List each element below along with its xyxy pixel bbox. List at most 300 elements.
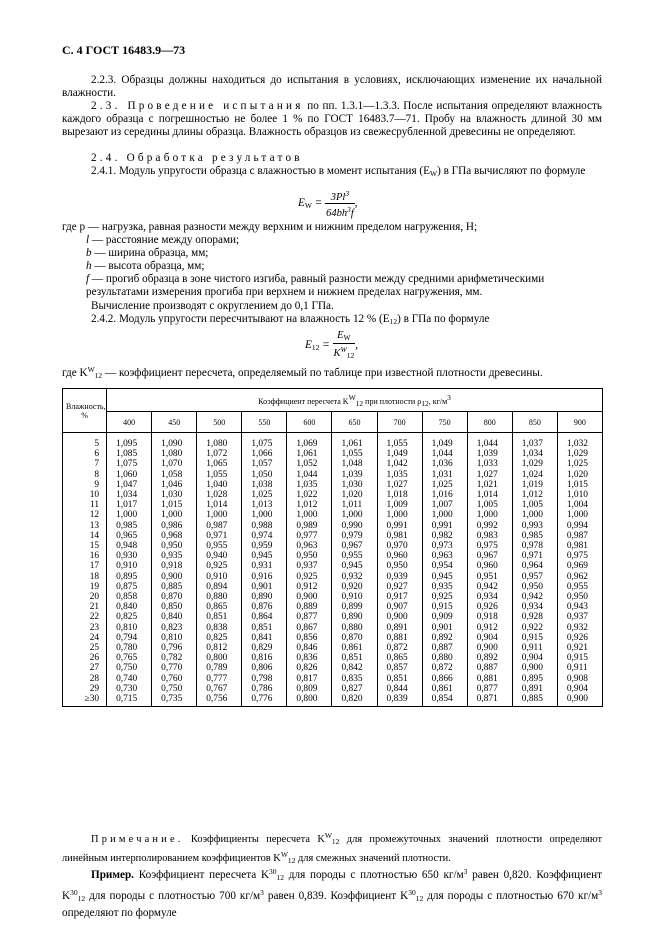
coefficient-cell: 1,000 xyxy=(422,510,467,520)
coefficient-cell: 0,825 xyxy=(197,633,242,643)
coefficient-cell: 1,018 xyxy=(377,490,422,500)
where-k: где $K^W_{12}$ — коэффициент пересчета, определяемый по таблице при известной плотности древесины. xyxy=(62,365,543,380)
table-row xyxy=(63,694,603,707)
formula-ew-lhs-sub: W xyxy=(304,201,312,211)
coefficient-cell: 0,900 xyxy=(512,663,557,673)
coefficient-cell: 0,964 xyxy=(512,561,557,571)
density-header: 600 xyxy=(287,412,332,433)
coefficient-cell: 0,908 xyxy=(557,674,602,684)
coefficient-cell: 0,870 xyxy=(332,633,377,643)
table-row xyxy=(63,572,603,582)
coefficient-cell: 0,912 xyxy=(287,582,332,592)
coefficient-cell: 0,890 xyxy=(242,592,287,602)
coefficient-cell: 1,028 xyxy=(197,490,242,500)
table-row xyxy=(63,561,603,571)
formula-ew-numerator: 3Pl xyxy=(330,192,346,203)
table-row xyxy=(63,480,603,490)
coefficient-cell: 0,829 xyxy=(242,643,287,653)
coefficient-cell: 0,927 xyxy=(377,582,422,592)
formula-ew-lhs: E xyxy=(298,197,305,210)
coefficient-cell: 0,932 xyxy=(332,572,377,582)
coefficient-cell: 0,963 xyxy=(287,541,332,551)
table-row xyxy=(63,623,603,633)
density-header: 750 xyxy=(422,412,467,433)
moisture-cell: 15 xyxy=(63,541,107,551)
coefficient-cell: 0,836 xyxy=(287,653,332,663)
coefficient-cell: 0,950 xyxy=(377,561,422,571)
coefficient-cell: 1,090 xyxy=(152,433,197,450)
coefficient-cell: 0,985 xyxy=(512,531,557,541)
table-row xyxy=(63,653,603,663)
coefficient-cell: 0,969 xyxy=(557,561,602,571)
moisture-cell: 28 xyxy=(63,674,107,684)
coefficient-cell: 1,025 xyxy=(422,480,467,490)
table-row xyxy=(63,490,603,500)
coefficient-cell: 1,049 xyxy=(377,449,422,459)
def-l: l — расстояние между опорами; xyxy=(86,234,240,246)
coefficient-cell: 0,992 xyxy=(467,521,512,531)
coefficient-cell: 0,945 xyxy=(332,561,377,571)
coefficient-cell: 0,994 xyxy=(557,521,602,531)
table-row xyxy=(63,633,603,643)
coefficient-cell: 0,981 xyxy=(557,541,602,551)
coefficient-cell: 0,977 xyxy=(287,531,332,541)
calc-note: Вычисление производят с округлением до 0,1 ГПа. xyxy=(91,300,334,312)
moisture-cell: 29 xyxy=(63,684,107,694)
coefficient-cell: 0,950 xyxy=(512,582,557,592)
coefficient-cell: 1,037 xyxy=(512,433,557,450)
coefficient-cell: 0,887 xyxy=(467,663,512,673)
coefficient-cell: 0,846 xyxy=(287,643,332,653)
table-row xyxy=(63,582,603,592)
where-p: где p — нагрузка, равная разности между верхним и нижним пределом нагружения, Н; xyxy=(62,221,478,233)
coefficient-cell: 1,058 xyxy=(152,470,197,480)
coefficient-cell: 1,035 xyxy=(287,480,332,490)
coefficient-cell: 0,983 xyxy=(467,531,512,541)
coefficient-cell: 1,047 xyxy=(107,480,152,490)
density-header: 900 xyxy=(557,412,602,433)
coefficient-cell: 0,851 xyxy=(332,653,377,663)
table-row xyxy=(63,459,603,469)
moisture-cell: 13 xyxy=(63,521,107,531)
coefficient-cell: 1,004 xyxy=(557,500,602,510)
coefficient-cell: 1,025 xyxy=(242,490,287,500)
formula-ew-num-sup: 3 xyxy=(345,189,350,198)
coefficient-cell: 0,979 xyxy=(332,531,377,541)
coefficient-cell: 0,877 xyxy=(287,612,332,622)
clause-2-4-1-sub: W xyxy=(429,169,438,178)
coefficient-cell: 0,926 xyxy=(467,602,512,612)
coefficient-cell: 0,872 xyxy=(377,643,422,653)
table-row xyxy=(63,663,603,673)
coefficient-cell: 0,915 xyxy=(512,633,557,643)
formula-ew-fraction xyxy=(325,188,355,219)
coefficient-cell: 1,000 xyxy=(467,510,512,520)
coefficient-cell: 0,945 xyxy=(242,551,287,561)
coefficient-cell: 0,943 xyxy=(557,602,602,612)
coefficient-cell: 0,918 xyxy=(152,561,197,571)
coefficient-cell: 0,934 xyxy=(467,592,512,602)
coefficient-cell: 0,740 xyxy=(107,674,152,684)
coefficient-cell: 0,981 xyxy=(377,531,422,541)
coefficient-cell: 0,760 xyxy=(152,674,197,684)
coefficient-cell: 0,770 xyxy=(152,663,197,673)
coefficient-cell: 0,839 xyxy=(377,694,422,707)
moisture-cell: 9 xyxy=(63,480,107,490)
coefficient-cell: 0,866 xyxy=(422,674,467,684)
formula-e12-fraction: $\frac{E_W}{K^W_{12}}$ xyxy=(333,330,355,360)
coefficient-cell: 0,900 xyxy=(467,643,512,653)
coefficient-cell: 1,000 xyxy=(107,510,152,520)
coefficient-cell: 0,816 xyxy=(242,653,287,663)
coefficient-cell: 1,075 xyxy=(107,459,152,469)
coefficient-cell: 0,973 xyxy=(422,541,467,551)
moisture-cell: 19 xyxy=(63,582,107,592)
coefficient-cell: 0,851 xyxy=(242,623,287,633)
table-row xyxy=(63,643,603,653)
coefficient-cell: 0,921 xyxy=(557,643,602,653)
coefficient-cell: 0,962 xyxy=(557,572,602,582)
coefficient-cell: 1,020 xyxy=(332,490,377,500)
coefficient-cell: 0,955 xyxy=(197,541,242,551)
moisture-cell: 23 xyxy=(63,623,107,633)
def-f: f — прогиб образца в зоне чистого изгиба, равный разности между средними арифметическими результатами измерения прогиба при верхнем и нижнем пределах нагружения, мм. xyxy=(86,273,545,298)
moisture-cell: 5 xyxy=(63,433,107,450)
coefficient-cell: 0,864 xyxy=(242,612,287,622)
coefficient-cell: 0,975 xyxy=(467,541,512,551)
coefficient-cell: 0,915 xyxy=(557,653,602,663)
coefficient-cell: 0,786 xyxy=(242,684,287,694)
coefficient-cell: 0,989 xyxy=(287,521,332,531)
coefficient-cell: 0,960 xyxy=(377,551,422,561)
coefficient-cell: 0,900 xyxy=(377,612,422,622)
coefficient-cell: 1,057 xyxy=(242,459,287,469)
coefficient-cell: 0,935 xyxy=(152,551,197,561)
moisture-cell: 16 xyxy=(63,551,107,561)
coefficient-cell: 1,060 xyxy=(107,470,152,480)
coefficient-cell: 1,005 xyxy=(512,500,557,510)
coefficient-cell: 0,782 xyxy=(152,653,197,663)
coefficient-cell: 1,033 xyxy=(467,459,512,469)
coefficient-cell: 0,901 xyxy=(242,582,287,592)
coefficient-cell: 0,968 xyxy=(152,531,197,541)
density-header: 650 xyxy=(332,412,377,433)
coefficient-cell: 0,959 xyxy=(242,541,287,551)
coefficient-cell: 0,892 xyxy=(422,633,467,643)
coefficient-cell: 0,887 xyxy=(422,643,467,653)
table-row xyxy=(63,551,603,561)
coefficient-cell: 0,967 xyxy=(467,551,512,561)
coefficient-cell: 1,000 xyxy=(557,510,602,520)
coefficient-cell: 0,916 xyxy=(242,572,287,582)
coefficient-cell: 1,055 xyxy=(332,449,377,459)
coefficient-cell: 0,928 xyxy=(512,612,557,622)
coefficient-cell: 0,715 xyxy=(107,694,152,707)
coefficient-cell: 0,987 xyxy=(557,531,602,541)
coefficient-cell: 0,901 xyxy=(422,623,467,633)
coefficient-cell: 1,072 xyxy=(197,449,242,459)
moisture-cell: 7 xyxy=(63,459,107,469)
coefficient-cell: 0,945 xyxy=(422,572,467,582)
moisture-cell: 14 xyxy=(63,531,107,541)
density-header: 500 xyxy=(197,412,242,433)
coefficient-cell: 0,931 xyxy=(242,561,287,571)
coefficient-cell: 0,891 xyxy=(377,623,422,633)
coefficient-cell: 1,014 xyxy=(197,500,242,510)
coefficient-cell: 0,955 xyxy=(557,582,602,592)
coefficient-cell: 0,835 xyxy=(332,674,377,684)
coefficient-cell: 0,910 xyxy=(107,561,152,571)
table-row xyxy=(63,541,603,551)
moisture-cell: 25 xyxy=(63,643,107,653)
coefficient-cell: 0,937 xyxy=(557,612,602,622)
coefficient-cell: 0,820 xyxy=(332,694,377,707)
clause-2-4-1-tail: ) в ГПа вычисляют по формуле xyxy=(437,165,586,177)
coefficient-cell: 0,730 xyxy=(107,684,152,694)
table-row xyxy=(63,449,603,459)
coefficient-cell: 0,942 xyxy=(467,582,512,592)
coefficient-cell: 0,870 xyxy=(152,592,197,602)
coefficient-cell: 0,982 xyxy=(422,531,467,541)
coefficient-cell: 0,954 xyxy=(422,561,467,571)
coefficient-cell: 1,000 xyxy=(197,510,242,520)
clause-2-4-1-text: 2.4.1. Модуль упругости образца с влажностью в момент испытания (E xyxy=(91,165,430,177)
coefficient-cell: 0,960 xyxy=(467,561,512,571)
coefficient-cell: 1,000 xyxy=(287,510,332,520)
coefficient-cell: 0,926 xyxy=(557,633,602,643)
table-note: Примечание. Коэффициенты пересчета $K^W_{12}$ для промежуточных значений плотности определяют линейным интерполированием коэффициентов $K^W_{12}$ для смежных значений плотности. xyxy=(62,831,602,865)
coefficient-cell: 1,080 xyxy=(197,433,242,450)
coefficient-cell: 0,978 xyxy=(512,541,557,551)
coefficient-cell: 0,900 xyxy=(152,572,197,582)
coefficient-cell: 1,075 xyxy=(242,433,287,450)
coefficient-cell: 0,765 xyxy=(107,653,152,663)
clause-2-4-1 xyxy=(62,165,602,180)
coefficient-cell: 0,861 xyxy=(422,684,467,694)
coefficient-cell: 1,065 xyxy=(197,459,242,469)
moisture-cell: 24 xyxy=(63,633,107,643)
coefficient-cell: 0,907 xyxy=(377,602,422,612)
density-header: 450 xyxy=(152,412,197,433)
coefficient-cell: 0,925 xyxy=(422,592,467,602)
moisture-cell: 26 xyxy=(63,653,107,663)
coefficient-cell: 1,042 xyxy=(377,459,422,469)
coefficient-cell: 1,025 xyxy=(557,459,602,469)
coefficient-cell: 0,909 xyxy=(422,612,467,622)
col-group-header: Коэффициент пересчета KW12 при плотности ρ12, кг/м3 xyxy=(107,389,603,412)
coefficient-cell: 0,993 xyxy=(512,521,557,531)
coefficient-cell: 0,990 xyxy=(332,521,377,531)
coefficient-cell: 1,044 xyxy=(467,433,512,450)
coefficient-cell: 0,750 xyxy=(107,663,152,673)
coefficient-cell: 0,810 xyxy=(107,623,152,633)
coefficient-cell: 0,881 xyxy=(467,674,512,684)
coefficient-cell: 0,812 xyxy=(197,643,242,653)
coefficient-cell: 0,854 xyxy=(422,694,467,707)
coefficient-cell: 0,756 xyxy=(197,694,242,707)
density-header: 400 xyxy=(107,412,152,433)
coefficient-cell: 0,798 xyxy=(242,674,287,684)
coefficient-cell: 0,955 xyxy=(332,551,377,561)
coefficient-cell: 1,014 xyxy=(467,490,512,500)
coefficient-cell: 1,061 xyxy=(332,433,377,450)
table-row xyxy=(63,510,603,520)
coefficient-cell: 1,016 xyxy=(422,490,467,500)
coefficient-cell: 1,044 xyxy=(287,470,332,480)
coefficient-cell: 0,840 xyxy=(107,602,152,612)
coefficient-cell: 0,880 xyxy=(422,653,467,663)
coefficient-cell: 1,032 xyxy=(557,433,602,450)
moisture-cell: 12 xyxy=(63,510,107,520)
coefficient-cell: 1,015 xyxy=(557,480,602,490)
coefficient-cell: 1,000 xyxy=(242,510,287,520)
table-row xyxy=(63,592,603,602)
coefficient-cell: 0,794 xyxy=(107,633,152,643)
coefficient-cell: 1,036 xyxy=(422,459,467,469)
table-row xyxy=(63,531,603,541)
coefficient-cell: 1,066 xyxy=(242,449,287,459)
table-row xyxy=(63,684,603,694)
coefficient-cell: 1,029 xyxy=(512,459,557,469)
coefficient-cell: 0,934 xyxy=(512,602,557,612)
example: Пример. Коэффициент пересчета $K^{30}_{12}$ для породы с плотностью 650 $кг/м^3$ равен 0,820. Коэффициент $K^{30}_{12}$ для породы с плотностью 700 $кг/м^3$ равен 0,839. Коэффициент $K^{30}_{12}$ для породы с плотностью 670 $кг/м^3$ определяют по формуле xyxy=(62,867,602,919)
coefficient-cell: 0,965 xyxy=(107,531,152,541)
coefficient-cell: 0,925 xyxy=(287,572,332,582)
coefficient-cell: 0,985 xyxy=(107,521,152,531)
formula-ew-den-sup: 3 xyxy=(347,205,351,214)
coefficient-cell: 0,974 xyxy=(242,531,287,541)
coefficient-cell: 0,970 xyxy=(377,541,422,551)
coefficient-cell: 0,827 xyxy=(332,684,377,694)
coefficient-cell: 0,865 xyxy=(377,653,422,663)
coefficient-cell: 0,875 xyxy=(107,582,152,592)
coefficient-cell: 0,806 xyxy=(242,663,287,673)
coefficient-cell: 0,838 xyxy=(197,623,242,633)
table-row xyxy=(63,433,603,450)
clause-2-3 xyxy=(62,100,602,139)
coefficient-cell: 0,895 xyxy=(512,674,557,684)
coefficient-cell: 0,894 xyxy=(197,582,242,592)
table-row xyxy=(63,500,603,510)
coefficient-cell: 1,034 xyxy=(512,449,557,459)
table-row xyxy=(63,674,603,684)
coefficient-cell: 0,911 xyxy=(512,643,557,653)
moisture-cell: 8 xyxy=(63,470,107,480)
coefficient-cell: 1,017 xyxy=(107,500,152,510)
formula-ew-denominator: 64bh xyxy=(326,208,348,219)
coefficient-cell: 1,055 xyxy=(377,433,422,450)
coefficient-cell: 1,038 xyxy=(242,480,287,490)
coefficient-cell: 0,991 xyxy=(377,521,422,531)
moisture-cell: 20 xyxy=(63,592,107,602)
coefficient-cell: 0,930 xyxy=(107,551,152,561)
coefficient-cell: 0,851 xyxy=(377,674,422,684)
coefficient-cell: 0,948 xyxy=(107,541,152,551)
coefficient-cell: 0,871 xyxy=(467,694,512,707)
coefficient-cell: 0,942 xyxy=(512,592,557,602)
coefficient-cell: 1,020 xyxy=(557,470,602,480)
moisture-cell: 27 xyxy=(63,663,107,673)
coefficient-cell: 1,050 xyxy=(242,470,287,480)
coefficient-cell: 1,049 xyxy=(422,433,467,450)
coefficient-cell: 0,892 xyxy=(467,653,512,663)
coefficient-cell: 0,918 xyxy=(467,612,512,622)
coefficient-cell: 1,030 xyxy=(152,490,197,500)
density-header: 550 xyxy=(242,412,287,433)
coefficient-cell: 1,069 xyxy=(287,433,332,450)
coefficient-cell: 0,800 xyxy=(197,653,242,663)
coefficient-cell: 1,007 xyxy=(422,500,467,510)
coefficient-cell: 1,027 xyxy=(467,470,512,480)
def-h: h — высота образца, мм; xyxy=(86,260,205,272)
coefficient-cell: 1,034 xyxy=(107,490,152,500)
clause-2-3-heading: 2.3. Проведение испытания xyxy=(91,100,304,112)
coefficient-cell: 0,780 xyxy=(107,643,152,653)
coefficient-cell: 0,881 xyxy=(377,633,422,643)
coefficient-cell: 0,796 xyxy=(152,643,197,653)
coefficient-cell: 0,767 xyxy=(197,684,242,694)
coefficient-cell: 0,937 xyxy=(287,561,332,571)
coefficient-cell: 1,000 xyxy=(152,510,197,520)
coefficient-cell: 0,891 xyxy=(512,684,557,694)
coefficient-cell: 0,890 xyxy=(332,612,377,622)
coefficient-cell: 1,061 xyxy=(287,449,332,459)
clause-2-2-3: 2.2.3. Образцы должны находиться до испытания в условиях, исключающих изменение их начальной влажности. xyxy=(62,74,602,99)
coefficient-cell: 0,904 xyxy=(512,653,557,663)
coefficient-cell: 0,950 xyxy=(287,551,332,561)
coefficient-cell: 1,052 xyxy=(287,459,332,469)
coefficient-cell: 0,840 xyxy=(152,612,197,622)
table-row xyxy=(63,521,603,531)
coefficient-cell: 0,910 xyxy=(197,572,242,582)
coefficient-cell: 0,971 xyxy=(197,531,242,541)
coefficient-cell: 0,951 xyxy=(467,572,512,582)
moisture-cell: 22 xyxy=(63,612,107,622)
coefficient-cell: 0,876 xyxy=(242,602,287,612)
formula-ew: $E_W$ = $\frac{3Pl^3}{64bh^3f}$ , xyxy=(298,189,358,219)
coefficient-cell: 0,777 xyxy=(197,674,242,684)
coefficient-cell: 0,935 xyxy=(422,582,467,592)
clause-2-4-heading: 2.4. Обработка результатов xyxy=(91,152,303,164)
table-row xyxy=(63,602,603,612)
coefficient-cell: 0,957 xyxy=(512,572,557,582)
coefficient-cell: 0,842 xyxy=(332,663,377,673)
coefficient-cell: 1,005 xyxy=(467,500,512,510)
coefficient-cell: 1,010 xyxy=(557,490,602,500)
coefficient-cell: 0,986 xyxy=(152,521,197,531)
page-header: С. 4 ГОСТ 16483.9—73 xyxy=(62,43,186,57)
coefficient-cell: 1,019 xyxy=(512,480,557,490)
coefficient-cell: 0,872 xyxy=(422,663,467,673)
coefficient-cell: 0,940 xyxy=(197,551,242,561)
coefficient-cell: 0,867 xyxy=(287,623,332,633)
moisture-cell: ≥30 xyxy=(63,694,107,707)
coefficient-cell: 0,987 xyxy=(197,521,242,531)
coefficient-cell: 0,950 xyxy=(152,541,197,551)
coefficient-cell: 1,012 xyxy=(512,490,557,500)
coefficient-cell: 0,904 xyxy=(467,633,512,643)
coefficient-cell: 0,844 xyxy=(377,684,422,694)
coefficient-cell: 0,856 xyxy=(287,633,332,643)
coefficient-cell: 0,900 xyxy=(557,694,602,707)
coefficient-cell: 0,858 xyxy=(107,592,152,602)
moisture-cell: 6 xyxy=(63,449,107,459)
coefficient-cell: 1,044 xyxy=(422,449,467,459)
coefficient-cell: 0,823 xyxy=(152,623,197,633)
coefficient-cell: 0,991 xyxy=(422,521,467,531)
coefficient-cell: 1,000 xyxy=(332,510,377,520)
clause-2-4-2: 2.4.2. Модуль упругости пересчитывают на влажность 12 % $(E_{12})$ в ГПа по формуле xyxy=(91,313,490,326)
